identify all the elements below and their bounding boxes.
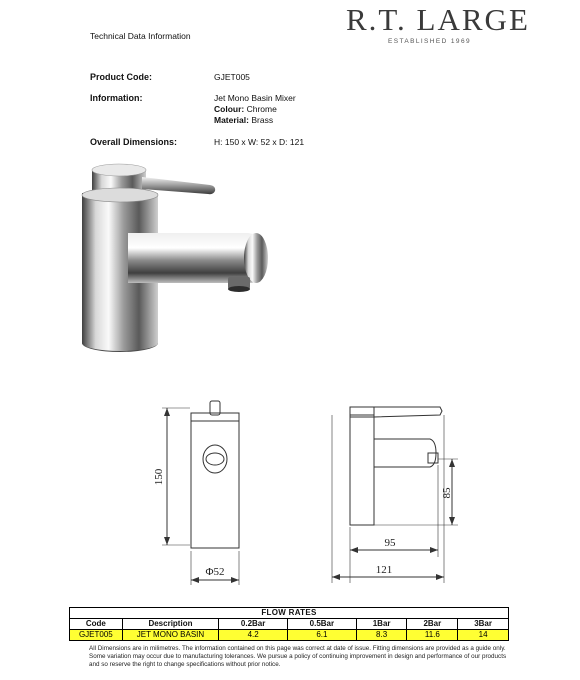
cell-flow: 8.3 bbox=[356, 630, 407, 641]
document-title: Technical Data Information bbox=[90, 31, 191, 41]
side-spout-outline bbox=[374, 439, 436, 467]
column-header: 0.5Bar bbox=[288, 619, 357, 630]
flow-rates-header-row bbox=[70, 619, 509, 630]
material-label: Material: bbox=[214, 115, 249, 125]
depth-dimension-label: 121 bbox=[375, 564, 393, 576]
cell-flow: 14 bbox=[458, 630, 509, 641]
colour-value: Chrome bbox=[246, 104, 277, 114]
material-value: Brass bbox=[251, 115, 274, 125]
material-row bbox=[214, 115, 296, 126]
side-lever-outline bbox=[374, 407, 442, 417]
cell-code: GJET005 bbox=[70, 630, 123, 641]
cell-description: JET MONO BASIN bbox=[122, 630, 219, 641]
cell-flow: 11.6 bbox=[407, 630, 458, 641]
product-name: Jet Mono Basin Mixer bbox=[214, 93, 296, 103]
flow-rates-table bbox=[69, 607, 509, 641]
spout-reach-dimension-label: 95 bbox=[384, 537, 396, 549]
spout-height-dimension-label: 85 bbox=[441, 487, 453, 499]
brand-logo: R.T. LARGE bbox=[346, 2, 530, 37]
column-header: Code bbox=[70, 619, 123, 630]
front-spout-outline bbox=[203, 445, 227, 473]
column-header: 2Bar bbox=[407, 619, 458, 630]
cell-flow: 4.2 bbox=[219, 630, 288, 641]
dimensions-label: Overall Dimensions: bbox=[90, 137, 178, 147]
table-row bbox=[70, 630, 509, 641]
height-dimension-label: 150 bbox=[153, 468, 165, 486]
brand-established: ESTABLISHED 1969 bbox=[388, 38, 471, 45]
flow-rates-caption: FLOW RATES bbox=[70, 608, 509, 619]
information-label: Information: bbox=[90, 93, 143, 103]
front-view-drawing bbox=[150, 395, 280, 595]
column-header: 0.2Bar bbox=[219, 619, 288, 630]
side-body-outline bbox=[350, 415, 374, 525]
information-value bbox=[214, 93, 296, 126]
cell-flow: 6.1 bbox=[288, 630, 357, 641]
column-header: 3Bar bbox=[458, 619, 509, 630]
tap-product-image bbox=[70, 155, 280, 370]
dimensions-value: H: 150 x W: 52 x D: 121 bbox=[214, 137, 305, 147]
product-code-label: Product Code: bbox=[90, 72, 152, 82]
column-header: Description bbox=[122, 619, 219, 630]
colour-label: Colour: bbox=[214, 104, 245, 114]
front-body-outline bbox=[191, 413, 239, 548]
colour-row bbox=[214, 104, 296, 115]
disclaimer-text: All Dimensions are in milimetres. The information contained on this page was correct at date of issue. Fitting dimensions are provided as a guide only. Some variation may occur due to manufacturing tolerances. We pursue a policy of continuing improvement in design and performance of our products and so reserve the right to change specifications without prior notice. bbox=[89, 645, 507, 668]
side-view-drawing bbox=[320, 395, 470, 595]
diameter-dimension-label: Φ52 bbox=[205, 566, 225, 578]
column-header: 1Bar bbox=[356, 619, 407, 630]
product-code-value: GJET005 bbox=[214, 72, 250, 82]
